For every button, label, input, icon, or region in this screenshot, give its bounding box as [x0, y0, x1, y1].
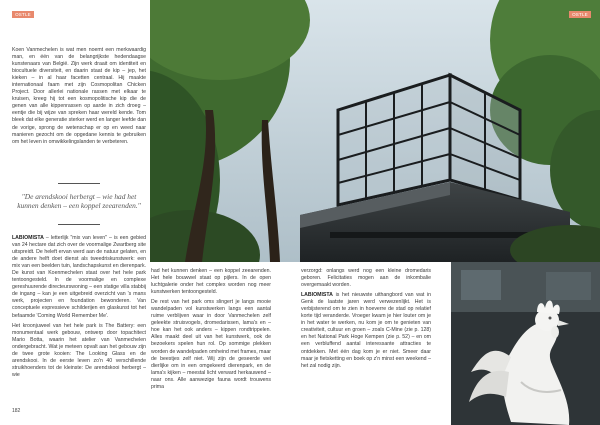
quote-rule-bottom	[58, 224, 100, 225]
intro-paragraph: Koen Vanmechelen is wat men noemt een merkwaardig man, en één van de belangrijkste hedendaagse kunstenaars van België. Zijn werk draait om identiteit en biocultuele diversiteit, en daarin staat de kip – jep, het kieken – in al haar facetten centraal. Hij maakte internationaal faam met zijn Cosmopolitan Chicken Project. Door allerlei nationale rassen met elkaar te kruisen, kreeg hij tot een kosmopolitische kip die de genen van alle kippenrassen op aarde in zich droeg – eentje die bij wijze van spreken haar wereld kende. Tom bleek dat elke generatie sterker werd en langer leefde dan de vorige, sprong de wetenschap er op en weed naar manieren gezocht om de opgedane kennis te gebruiken om het leven in omwikkelingslanden te verbeteren.	[12, 47, 146, 145]
pull-quote: "De arendskooi herbergt – wie had het kunnen denken – een koppel zeearenden."	[17, 192, 141, 210]
rooster-sculpture-illustration	[451, 262, 600, 425]
paragraph-text: is het nieuwste uithangbord van wat in Genk de laatste jaren werd verwezenlijkt. Het is verbijsterend om te zien in hoeverre de stad op relatief korte tijd veranderde. Vroeger kwam je hier louter om je in het water te werken, nu kom je om te genieten van creativiteit, cultuur en groen – zoals C-Mine (zie p. 128) en het National Park Hoge Kempen (zie p. 52) – en om een verbluffend aantal interessante attracties te ontdekken. Met één dag kom je er niet. Smeer daar maar je fietsketting en boek op z'n minst een weekend – het zal nodig zijn.	[301, 292, 431, 369]
column-2	[151, 268, 271, 394]
column-1-body	[12, 235, 146, 382]
quote-rule-top	[58, 183, 100, 184]
column-3	[301, 268, 431, 373]
labiomista-paragraph	[12, 235, 146, 320]
page-number: 182	[12, 408, 21, 414]
rooster-photo	[451, 262, 600, 425]
genk-paragraph	[301, 292, 431, 370]
lead-word: LABIOMISTA	[301, 292, 333, 299]
lead-word: LABIOMISTA	[12, 235, 44, 241]
paragraph: De rest van het park oms slingert je langs mooie wandelpaden vol kunstwerken langs een aantal ruime verblijven waar in door Vanmechelen zelf geleekte struisvogels, dromedarissen, lama's en – hoe kan het ook anders – kippen rondtrippelen. Alles maakt deel uit van het kunstwerk, ook de bezoekers spelen hun rol. Op sommige plekken worden de wandelpaden omheind met frames, maar de beestjes zelf niet. Wij zijn de geseerde wel dierlijke om in een omgekeerd dierenpark, en de lama's kijken – meestal licht verward herkauwend – naar ons. Alle aanwezige fauna wordt trouwens prima	[151, 299, 271, 390]
section-tab-right: OSTLE	[569, 11, 591, 18]
section-tab-left: OSTLE	[12, 11, 34, 18]
battery-photo-illustration	[150, 0, 600, 262]
paragraph: verzorgd: onlangs werd nog een kleine dromedaris geboren. Felicitaties mogen aan de inkombalie overgemaakt worden.	[301, 268, 431, 289]
column-1-intro	[12, 47, 146, 149]
battery-paragraph: Het kroonjuweel van het hele park is The Battery: een monumentaal werk gebouw, ontwerp door topachitect Mario Botta, waarin het atelier van Vanmechelen ondergebracht. Wat je meteen opvalt aan het gebouw zijn de twee grote kooien: The Looking Glass en de arendskooi. In de eerste leven zo'n 40 verschillende struikhoenders tot de kleinste: De arendskooi herbergt – wie	[12, 322, 146, 378]
paragraph: had het kunnen denken – een koppel zeearenden. Het hele bouwwel staat op pijlers. In de open luchtgalerie onder het complex worden nog meer kunstwerken tentoongesteld.	[151, 268, 271, 296]
battery-photo	[150, 0, 600, 262]
paragraph-text: – letterlijk "mix van leven" – is een gebied van 24 hectare dat zich over de voormalige Zwartberg site uitspreidt. De heleft ervan werd aan de natuur gelaten, en de andere helft doet dienst als tweedriskunstwerk: een mix van een beelden tuin, landschapskunst en dierenpark. De kunst van Koenmechelen staat over het hele park tentoongesteld. In de voormalige en complexe gereshuurende directeurswoning – een statige villa stabbij de ingang – kan je een uitgebreid overzicht van 's mans werk, projecten en foundation bewonderen. Van conceptuele expressieve schilderijen en glaskunst tot het befaamde 'Coming World Remember Me'.	[12, 235, 146, 319]
